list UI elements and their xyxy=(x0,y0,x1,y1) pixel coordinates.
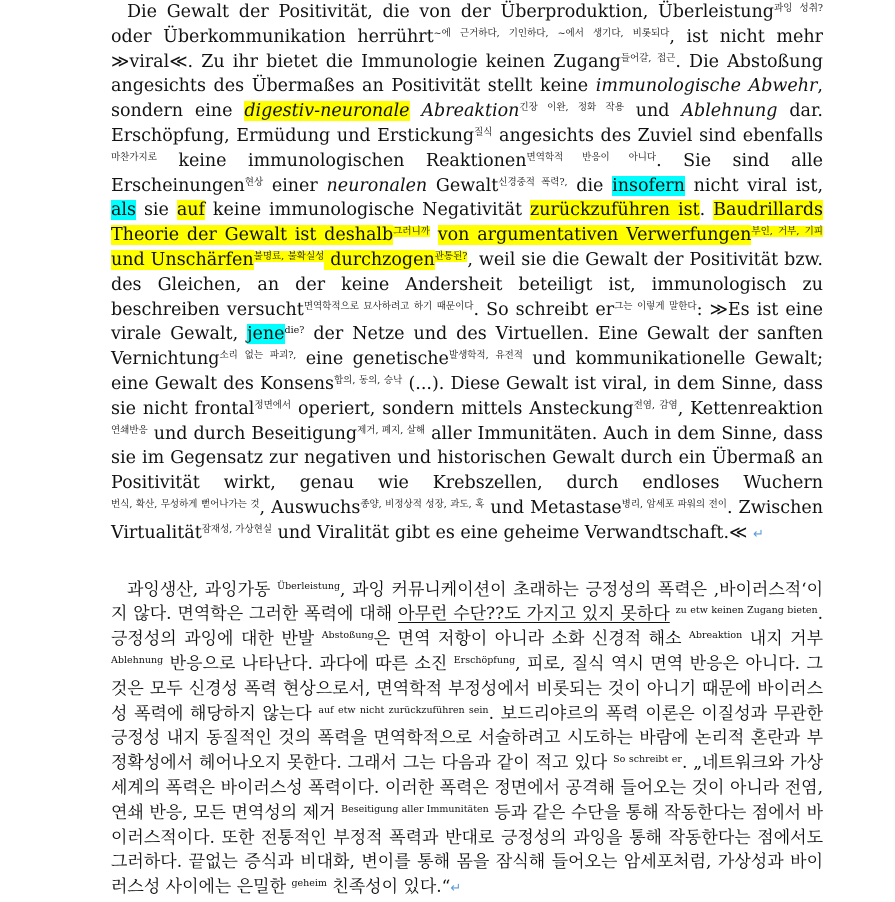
text-run: 등과 같은 수단을 통해 작동한다는 점에서 바이러스적이다. 또한 전통적인 부정적 폭력과 반대로 긍정성의 과잉을 통해 작동한다는 점에서도 그러하다. 끝없는 증식과 비대화, 변이를 통해 몸을 잠식해 들어오는 암세포처럼, 가상성과 바이러스성 사이에는 은밀한 xyxy=(111,802,823,898)
text-run: . Sie sind alle Erscheinungen xyxy=(111,150,824,196)
text-run: , Auswuchs xyxy=(259,497,361,518)
text-run: , sondern eine xyxy=(111,76,823,122)
text-run: eine genetische xyxy=(296,349,449,370)
german-paragraph xyxy=(111,0,823,548)
gloss: 면역학적으로 묘사하려고 하기 때문이다 xyxy=(303,300,474,312)
gloss: 그는 이렇게 말한다 xyxy=(614,300,697,312)
italic-term: Ablehnung xyxy=(681,101,778,122)
text-run: (...). Diese Gewalt ist viral, in dem Sinne, dass sie nicht frontal xyxy=(111,373,823,419)
gloss: So schreibt er xyxy=(613,754,682,766)
highlight-yellow: und Unschärfen xyxy=(111,249,254,270)
gloss: 면역학적 반응이 아니다 xyxy=(526,151,657,163)
gloss: 부인, 거부, 기피 xyxy=(751,226,823,238)
gloss: zu etw keinen Zugang bieten xyxy=(675,605,818,617)
highlight-yellow: digestiv-neuronale xyxy=(244,101,410,122)
gloss: 소리 없는 파괴?, xyxy=(219,350,297,362)
text-run: , ist nicht mehr ≫viral≪. Zu ihr bietet die Immunologie keinen Zugang xyxy=(111,26,824,72)
text-run: . xyxy=(699,200,714,221)
italic-term: immunologische Abwehr xyxy=(595,76,818,97)
gloss: Überleistung xyxy=(277,580,341,592)
text-run: keine immunologische Negativität xyxy=(205,200,531,221)
gloss: 긴장 이완, 정화 작용 xyxy=(519,102,624,114)
text-run: und Viralität gibt es eine geheime Verwandtschaft.≪ xyxy=(272,522,748,543)
gloss: 전염, 감염 xyxy=(633,399,678,411)
text-run: keine immunologischen Reaktionen xyxy=(156,150,527,171)
highlight-yellow: zurückzuführen ist xyxy=(530,200,700,221)
gloss: 관통된? xyxy=(434,250,468,262)
paragraph-mark-icon: ↵ xyxy=(450,881,462,897)
gloss: die? xyxy=(284,325,305,337)
gloss: 신경중적 폭력?, xyxy=(498,176,568,188)
gloss: geheim xyxy=(291,878,327,890)
gloss: Abreaktion xyxy=(689,630,743,642)
gloss: auf etw nicht zurückzuführen sein xyxy=(318,704,489,716)
gloss: Ablehnung xyxy=(111,654,164,666)
text-run: 과잉생산, 과잉가동 xyxy=(127,579,271,600)
text-run: 반응으로 나타난다. 과다에 따른 소진 xyxy=(163,653,448,674)
text-run: : ≫Es ist eine virale Gewalt, xyxy=(111,299,823,345)
italic-term: Abreaktion xyxy=(421,101,520,122)
paragraph-mark-icon: ↵ xyxy=(752,526,764,542)
text-run: dar. Erschöpfung, Ermüdung und Erstickung xyxy=(111,101,823,146)
text-run: 은 면역 저항이 아니라 소화 신경적 해소 xyxy=(373,629,682,650)
highlight-cyan: insofern xyxy=(612,175,685,196)
gloss: Beseitigung aller Immunitäten xyxy=(341,803,489,815)
highlight-cyan: jene xyxy=(247,324,285,345)
gloss: 현상 xyxy=(244,176,264,188)
highlight-cyan: als xyxy=(111,200,137,221)
text-run: . 긍정성의 과잉에 대한 반발 xyxy=(111,604,823,650)
text-run: . Zwischen Virtualität xyxy=(111,497,823,543)
gloss: 번식, 확산, 무성하게 뻗어나가는 것 xyxy=(111,498,260,510)
gloss: Erschöpfung xyxy=(453,654,516,666)
gloss: 불명료, 불확실성 xyxy=(253,250,325,262)
underlined-phrase: 아무런 수단??도 가지고 있지 못하다 xyxy=(398,604,670,625)
text-run: und kommunikationelle Gewalt; eine Gewalt des Konsens xyxy=(111,349,823,394)
highlight-yellow: von argumentativen Verwerfungen xyxy=(437,225,752,246)
text-run: die xyxy=(567,175,613,196)
document-body xyxy=(111,0,823,902)
text-run: , 과잉 커뮤니케이션이 초래하는 긍정성의 폭력은 ‚바이러스적‘이지 않다. 면역학은 그러한 폭력에 대해 xyxy=(111,579,824,625)
italic-term: neuronalen xyxy=(326,175,428,196)
gloss: 발생학적, 유전적 xyxy=(448,350,523,362)
gloss: 그러니까 xyxy=(393,226,430,238)
korean-paragraph xyxy=(111,578,823,902)
text-run: . So schreibt er xyxy=(473,299,615,320)
text-run: und Metastase xyxy=(484,497,622,518)
text-run: , weil sie die Gewalt der Positivität bzw. des Gleichen, an der keine Andersheit beteiligt ist, immunologisch zu beschreiben versucht xyxy=(111,249,823,320)
text-run: sie xyxy=(136,200,177,221)
gloss: 들어갈, 접근 xyxy=(620,52,676,64)
text-run: der Netze und des Virtuellen. Eine Gewalt der sanften Vernichtung xyxy=(111,324,823,370)
gloss: ~에 근거하다, 기인하다, ~에서 생기다, 비롯되다 xyxy=(433,27,670,39)
gloss: Abstoßung xyxy=(321,630,374,642)
text-run: , 피로, 질식 역시 면역 반응은 아니다. 그것은 모두 신경성 폭력 현상으로서, 면역학적 부정성에서 비롯되는 것이 아니기 때문에 바이러스성 폭력에 해당하지 않는다 xyxy=(111,653,823,724)
text-run: . 보드리야르의 폭력 이론은 이질성과 무관한 긍정성 내지 동질적인 것의 폭력을 면역학적으로 서술하려고 시도하는 바람에 논리적 혼란과 부정확성에서 헤어나오지 못한다. 그래서 그는 다음과 같이 적고 있다 xyxy=(111,703,823,774)
text-run: . „네트워크와 가상세계의 폭력은 바이러스성 폭력이다. 이러한 폭력은 정면에서 공격해 들어오는 것이 아니라 전염, 연쇄 반응, 모든 면역성의 제거 xyxy=(111,753,823,823)
highlight-yellow: Baudrillards Theorie der Gewalt ist deshalb xyxy=(111,200,823,246)
gloss: 잠재성, 가상현실 xyxy=(201,523,273,535)
text-run: einer xyxy=(263,175,327,196)
text-run: , Kettenreaktion xyxy=(677,398,823,419)
highlight-yellow: durchzogen xyxy=(324,249,435,270)
text-run: 친족성이 있다.“ xyxy=(326,877,451,898)
gloss: 연쇄반응 xyxy=(111,424,148,436)
text-run: . Die Abstoßung angesichts des Übermaßes an Positivität stellt keine xyxy=(111,51,823,97)
gloss: 정면에서 xyxy=(254,399,292,411)
gloss: 마찬가지로 xyxy=(111,151,157,163)
text-run: aller Immunitäten. Auch in dem Sinne, dass sie im Gegensatz zur negativen und historischen Gewalt durch ein Übermaß an Positivität wirkt, genau wie Krebszellen, durch endloses Wuchern xyxy=(111,423,823,494)
text-run: oder Überkommunikation herrührt xyxy=(111,26,434,47)
text-run: operiert, sondern mittels Ansteckung xyxy=(291,398,634,419)
gloss: 합의, 동의, 승낙 xyxy=(333,374,403,386)
gloss: 질식 xyxy=(474,126,493,138)
text-run: Die Gewalt der Positivität, die von der Überproduktion, Überleistung xyxy=(127,2,775,22)
text-run: und durch Beseitigung xyxy=(147,423,358,444)
text-run: Gewalt xyxy=(427,175,499,196)
text-run xyxy=(410,101,422,121)
text-run: 내지 거부 xyxy=(742,629,823,650)
gloss: 제거, 폐지, 살해 xyxy=(357,424,426,436)
text-run: und xyxy=(623,101,682,122)
gloss: 종양, 비정상적 성장, 과도, 혹 xyxy=(360,498,485,510)
gloss: 병리, 암세포 파워의 전이 xyxy=(621,498,727,510)
highlight-yellow: auf xyxy=(176,200,205,221)
text-run: nicht viral ist, xyxy=(684,175,824,196)
text-run: angesichts des Zuviel sind ebenfalls xyxy=(492,125,823,146)
gloss: 과잉 성취? xyxy=(774,3,823,14)
